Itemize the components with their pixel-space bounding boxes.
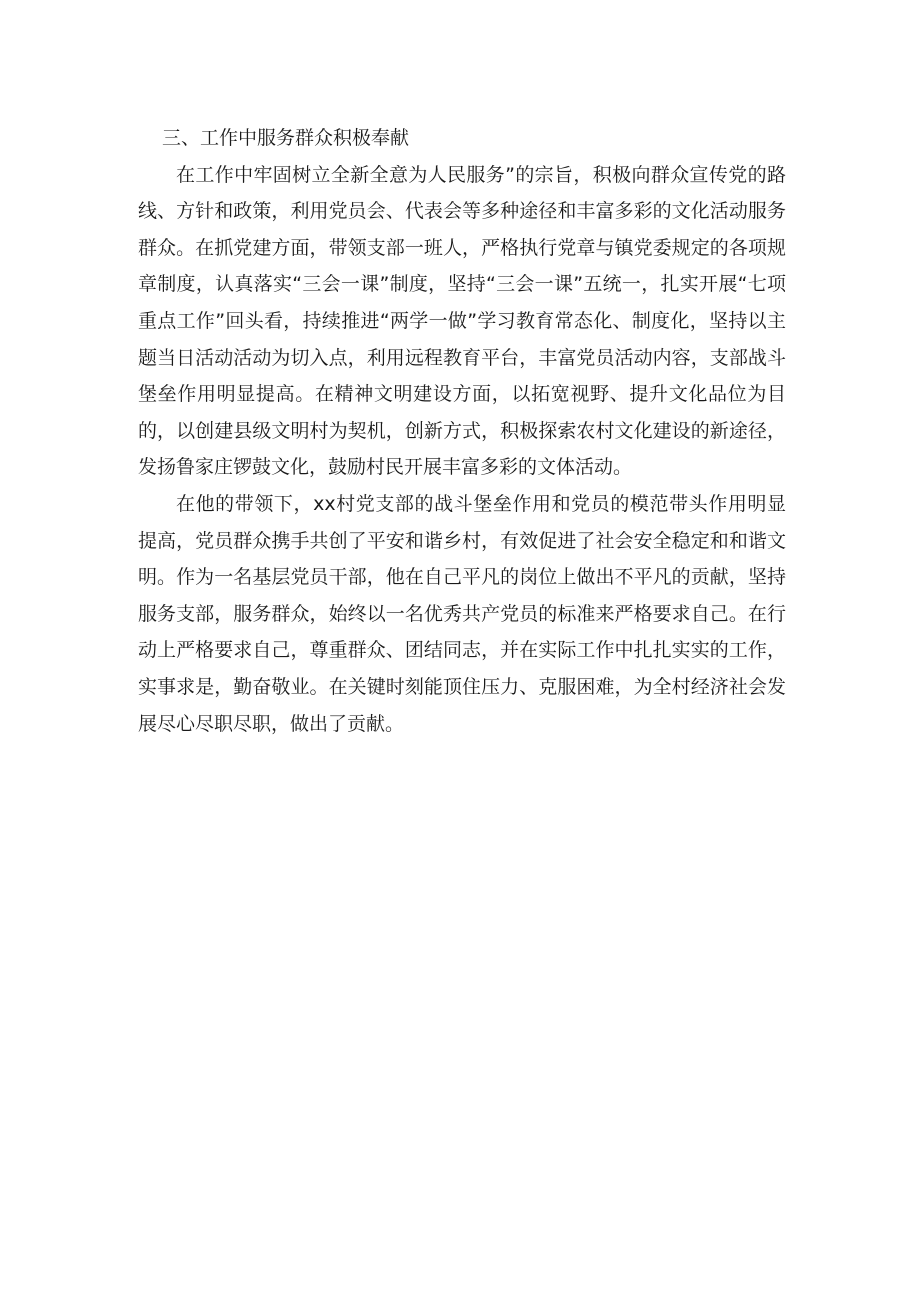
section-heading: 三、工作中服务群众积极奉献 xyxy=(162,127,410,149)
paragraph-party-building: 在工作中牢固树立全新全意为人民服务”的宗旨，积极向群众宣传党的路线、方针和政策，利用党员会、代表会等多种途径和丰富多彩的文化活动服务群众。在抓党建方面，带领支部一班人，严格执行党章与镇党委规定的各项规章制度，认真落实“三会一课”制度，坚持“三会一课”五统一，扎实开展“七项重点工作”回头看，持续推进“两学一做”学习教育常态化、制度化，坚持以主题当日活动活动为切入点，利用远程教育平台，丰富党员活动内容，支部战斗堡垒作用明显提高。在精神文明建设方面，以拓宽视野、提升文化品位为目的，以创建县级文明村为契机，创新方式，积极探索农村文化建设的新途径，发扬鲁家庄锣鼓文化，鼓励村民开展丰富多彩的文体活动。 xyxy=(138,163,786,479)
paragraph-leadership: 在他的带领下，xx村党支部的战斗堡垒作用和党员的模范带头作用明显提高，党员群众携手共创了平安和谐乡村，有效促进了社会安全稳定和和谐文明。作为一名基层党员干部，他在自己平凡的岗位上做出不平凡的贡献，坚持服务支部，服务群众，始终以一名优秀共产党员的标准来严格要求自己。在行动上严格要求自己，尊重群众、团结同志，并在实际工作中扎扎实实的工作，实事求是，勤奋敬业。在关键时刻能顶住压力、克服困难，为全村经济社会发展尽心尽职尽职，做出了贡献。 xyxy=(138,492,786,735)
document-body xyxy=(138,120,786,742)
